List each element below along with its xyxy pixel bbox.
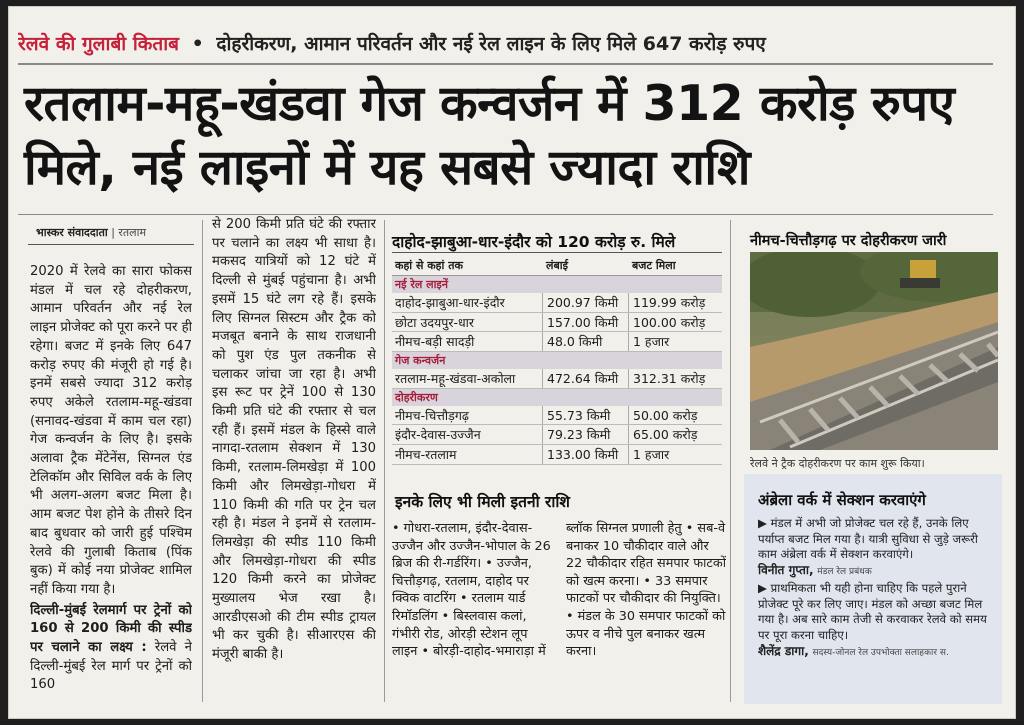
column-divider (730, 220, 731, 702)
quotes-body (758, 516, 992, 661)
quote-author-role: सदस्य-जोनल रेल उपभोक्ता सलाहकार स. (812, 647, 949, 658)
table-row (392, 313, 722, 333)
headline: रतलाम-महू-खंडवा गेज कन्वर्जन में 312 करोड़ रुपए मिले, नई लाइनों में यह सबसे ज्यादा राशि (24, 75, 955, 196)
table-row (392, 425, 722, 445)
table-cell: 472.64 किमी (542, 369, 628, 388)
quotes-title: अंब्रेला वर्क में सेक्शन करवाएंगे (758, 491, 926, 509)
story-column-1 (30, 263, 192, 703)
table-cell: इंदौर-देवास-उज्जैन (395, 427, 481, 443)
table-row (392, 369, 722, 389)
table-section-label: गेज कन्वर्जन (392, 352, 722, 369)
table-row (392, 293, 722, 313)
table-cell: 79.23 किमी (542, 425, 628, 444)
kicker-tag: रेलवे की गुलाबी किताब (18, 33, 179, 55)
photo-caption: रेलवे ने ट्रैक दोहरीकरण पर काम शुरू किया। (750, 457, 925, 470)
quote-text: ▶ मंडल में अभी जो प्रोजेक्ट चल रहे हैं, उनके लिए पर्याप्त बजट मिल गया है। यात्री सुविधा से जुड़े जरूरी काम अंब्रेला वर्क में सेक्शन करवाएंगे। (758, 516, 978, 562)
byline-rule (28, 244, 194, 245)
table-cell: 65.00 करोड़ (628, 425, 722, 444)
table-cell: 1 हजार (628, 332, 722, 351)
table-cell: रतलाम-महू-खंडवा-अकोला (395, 370, 516, 386)
table-cell: 50.00 करोड़ (628, 406, 722, 425)
table-title-rule (392, 252, 722, 253)
funds-list-2: ब्लॉक सिग्नल प्रणाली हेतु • सब-वे बनाकर 10 चौकीदार वाले और 22 चौकीदार रहित समपार फाटकों को खत्म करना। • 33 समपार फाटकों पर चौकीदार की नियुक्ति। • मंडल के 30 समपार फाटकों को ऊपर व नीचे पुल बनाकर खत्म करना। (566, 521, 726, 660)
track-photo-image (750, 252, 998, 450)
quote-author: शैलेंद्र डागा, (758, 643, 809, 658)
byline-name: भास्कर संवाददाता (36, 226, 108, 239)
story-paragraph: रेलवे ने दिल्ली-मुंबई रेल मार्ग पर ट्रेनों को 160 (30, 640, 192, 693)
quote-author: विनीत गुप्ता, (758, 563, 814, 578)
table-cell: 1 हजार (628, 445, 722, 464)
quote-text: ▶ प्राथमिकता भी यही होना चाहिए कि पहले पुराने प्रोजेक्ट पूरे कर लिए जाए। मंडल को अच्छा बजट मिल गया है। अब सारे काम तेजी से करवाकर रेलवे को समय पर पूरा करना चाहिए। (758, 580, 987, 642)
kicker-text: दोहरीकरण, आमान परिवर्तन और नई रेल लाइन के लिए मिले 647 करोड़ रुपए (216, 33, 766, 55)
table-cell: 200.97 किमी (542, 293, 628, 312)
table-row (392, 406, 722, 426)
table-cell: नीमच-बड़ी सादड़ी (395, 334, 475, 350)
funds-list-1: • गोधरा-रतलाम, इंदौर-देवास-उज्जैन और उज्जैन-भोपाल के 26 ब्रिज की री-गर्डरिंग। • उज्जैन, चित्तौड़गढ़, रतलाम, दाहोद पर क्विक वाटरिंग • रतलाम यार्ड रिमॉडलिंग • बिस्लवास कलां, गंभीरी रोड, ओरड़ी स्टेशन लूप लाइन • बोरड़ी-दाहोद-भमाराड़ा में (392, 521, 551, 660)
table-cell: 119.99 करोड़ (628, 293, 722, 312)
table-cell: नीमच-चित्तौड़गढ़ (395, 407, 469, 423)
track-photo (750, 252, 998, 450)
table-cell: 55.73 किमी (542, 406, 628, 425)
byline: भास्कर संवाददाता | रतलाम (36, 226, 147, 239)
story-paragraph: 2020 में रेलवे का सारा फोकस मंडल में चल रहे दोहरीकरण, आमान परिवर्तन और नई रेल लाइन प्रोजेक्ट को पूरा करने पर ही रहेगा। बजट में इनके लिए 647 करोड़ रुपए की मंजूरी हो गई है। इनमें सबसे ज्यादा 312 करोड़ रुपए अकेले रतलाम-महू-खंडवा (सनावद-खंडवा में काम चल रहा) गेज कन्वर्जन के लिए है। इसके अलावा ट्रैक मेंटेनेंस, सिग्नल एंड टेलिकॉम और सिविल वर्क के लिए भी अलग-अलग बजट मिला है। आम बजट पेश होने के तीसरे दिन बाद बुधवार को जारी हुई पश्चिम रेलवे की गुलाबी किताब (पिंक बुक) में कोई नया प्रोजेक्ट शामिल नहीं किया गया है। (30, 264, 192, 597)
table-cell: 312.31 करोड़ (628, 369, 722, 388)
table-header: कहां से कहां तक (395, 259, 463, 272)
quote-author-role: मंडल रेल प्रबंधक (817, 567, 872, 578)
story-paragraph: से 200 किमी प्रति घंटे की रफ्तार पर चलाने का लक्ष्य भी साधा है। मकसद यात्रियों को 12 घंटे में दिल्ली से मुंबई पहुंचाना है। अभी इसमें 15 घंटे लग रहे हैं। इसके लिए सिग्नल सिस्टम और ट्रैक को मजबूत बनाने के साथ राजधानी को पुश एंड पुल तकनीक से चलाकर जांचा जा रहा है। अभी इस रूट पर ट्रेनें 100 से 130 किमी प्रति घंटे की रफ्तार से चल रही हैं। इसमें मंडल के हिस्से वाले नागदा-रतलाम सेक्शन में 130 किमी, रतलाम-लिमखेड़ा में 100 किमी और लिमखेड़ा-गोधरा में 110 किमी की गति पर ट्रेन चल रही है। मंडल ने इनमें से रतलाम-लिमखेड़ा की स्पीड 110 किमी और लिमखेड़ा-गोधरा की स्पीड 120 किमी करने का प्रोजेक्ट मुख्यालय भेज रखा है। आरडीएसओ की टीम स्पीड ट्रायल भी कर चुकी है। सीआरएस की मंजूरी बाकी है। (212, 217, 376, 663)
table-cell: नीमच-रतलाम (395, 446, 457, 462)
table-row (392, 332, 722, 352)
column-divider (202, 220, 203, 702)
table-body (392, 276, 722, 465)
story-column-2 (212, 216, 376, 698)
table-cell: 100.00 करोड़ (628, 313, 722, 332)
table-header: बजट मिला (632, 259, 676, 272)
table-title: दाहोद-झाबुआ-धार-इंदौर को 120 करोड़ रु. मिले (392, 233, 676, 251)
table-header: लंबाई (546, 259, 568, 272)
funds-title: इनके लिए भी मिली इतनी राशि (395, 493, 570, 511)
table-cell: दाहोद-झाबुआ-धार-इंदौर (395, 294, 505, 310)
table-cell: 48.0 किमी (542, 332, 628, 351)
table-section-label: नई रेल लाइनें (392, 276, 722, 293)
story-subhead: दिल्ली-मुंबई रेलमार्ग पर ट्रेनों को 160 से 200 किमी की स्पीड पर चलाने का लक्ष्य : (30, 602, 192, 656)
byline-place: रतलाम (118, 226, 147, 239)
top-rule (18, 63, 993, 65)
table-section-label: दोहरीकरण (392, 389, 722, 406)
photo-title: नीमच-चित्तौड़गढ़ पर दोहरीकरण जारी (750, 233, 947, 249)
table-row (392, 445, 722, 465)
column-divider (384, 220, 385, 702)
table-cell: छोटा उदयपुर-धार (395, 314, 475, 330)
table-cell: 157.00 किमी (542, 313, 628, 332)
table-cell: 133.00 किमी (542, 445, 628, 464)
kicker-separator: • (191, 33, 204, 55)
table-header-row (392, 258, 722, 276)
headline-rule (18, 214, 993, 215)
budget-table (392, 258, 722, 465)
kicker-line (18, 30, 993, 60)
